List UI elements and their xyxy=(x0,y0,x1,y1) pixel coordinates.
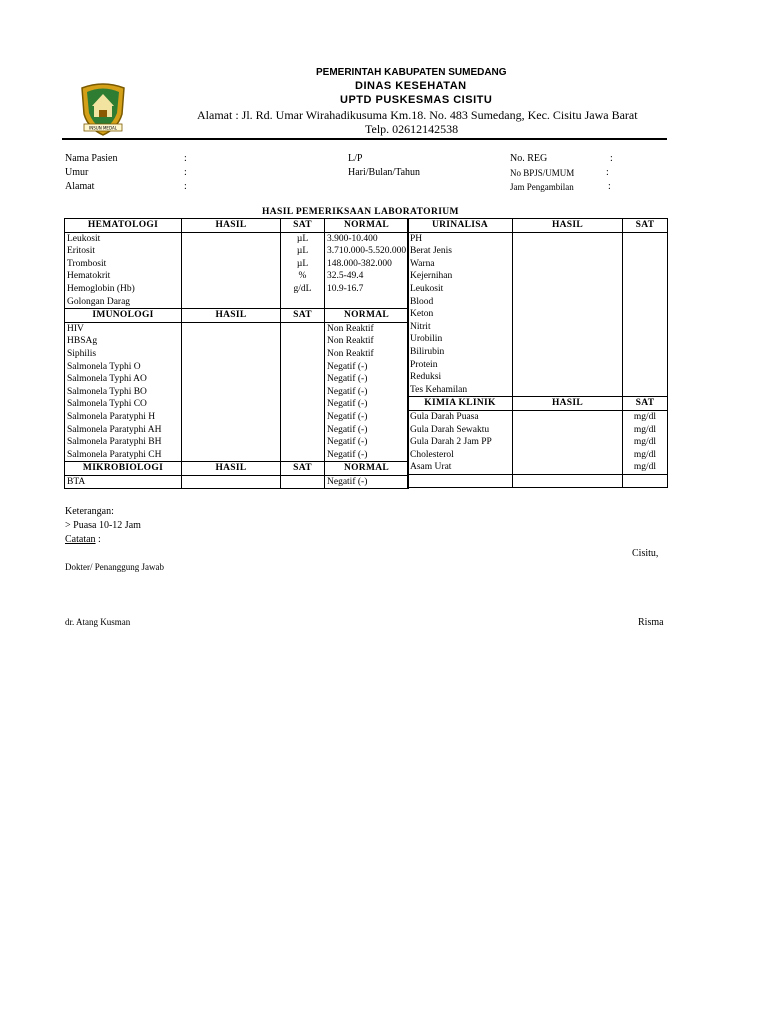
test-name: BTA xyxy=(65,475,182,489)
normal-cell: Negatif (-) xyxy=(325,361,409,374)
hasil-cell xyxy=(182,296,281,309)
test-name: Trombosit xyxy=(65,258,182,271)
normal-cell: 3.900-10.400 xyxy=(325,232,409,245)
test-name: Urobilin xyxy=(408,333,513,346)
label-jam: Jam Pengambilan xyxy=(510,182,574,192)
column-header-sat: SAT xyxy=(623,397,668,411)
table-row xyxy=(65,232,409,245)
sat-cell: mg/dl xyxy=(623,461,668,474)
header-address: Alamat : Jl. Rd. Umar Wirahadikusuma Km.18. No. 483 Sumedang, Kec. Cisitu Jawa Barat xyxy=(197,108,638,122)
table-row xyxy=(65,373,409,386)
test-name: PH xyxy=(408,232,513,245)
table-row xyxy=(65,296,409,309)
normal-cell: 3.710.000-5.520.000 xyxy=(325,245,409,258)
sat-cell xyxy=(623,296,668,309)
column-header-normal: NORMAL xyxy=(325,219,409,233)
normal-cell: 32.5-49.4 xyxy=(325,270,409,283)
table-row xyxy=(65,475,409,489)
test-name: HBSAg xyxy=(65,335,182,348)
hasil-cell xyxy=(182,335,281,348)
table-row xyxy=(408,258,668,271)
hasil-cell xyxy=(182,258,281,271)
header-line1: PEMERINTAH KABUPATEN SUMEDANG xyxy=(316,67,507,78)
sat-cell xyxy=(281,335,325,348)
table-row xyxy=(65,424,409,437)
hasil-cell xyxy=(182,386,281,399)
table-row xyxy=(65,322,409,335)
colon: : xyxy=(184,167,187,178)
hasil-cell xyxy=(182,270,281,283)
section-title: HEMATOLOGI xyxy=(65,219,182,233)
hasil-cell xyxy=(182,232,281,245)
table-row xyxy=(408,270,668,283)
hasil-cell xyxy=(182,322,281,335)
section-title: URINALISA xyxy=(408,219,513,233)
column-header-sat: SAT xyxy=(623,219,668,233)
column-header-normal: NORMAL xyxy=(325,462,409,476)
header-line2: DINAS KESEHATAN xyxy=(355,80,467,92)
table-row xyxy=(408,474,668,488)
sat-cell xyxy=(623,321,668,334)
header-line3: UPTD PUSKESMAS CISITU xyxy=(340,94,493,106)
colon: : xyxy=(608,181,611,192)
sat-cell xyxy=(623,384,668,397)
hasil-cell xyxy=(513,270,623,283)
hasil-cell xyxy=(182,398,281,411)
place-label: Cisitu, xyxy=(632,548,659,559)
test-name: Hemoglobin (Hb) xyxy=(65,283,182,296)
hasil-cell xyxy=(182,283,281,296)
test-name: Salmonela Paratyphi H xyxy=(65,411,182,424)
section-title: KIMIA KLINIK xyxy=(408,397,513,411)
hasil-cell xyxy=(182,436,281,449)
hasil-cell xyxy=(513,333,623,346)
test-name: Salmonela Paratyphi CH xyxy=(65,449,182,462)
sat-cell xyxy=(623,474,668,488)
table-row xyxy=(65,436,409,449)
hasil-cell xyxy=(513,410,623,423)
hasil-cell xyxy=(513,346,623,359)
test-name: Salmonela Paratyphi BH xyxy=(65,436,182,449)
sat-cell xyxy=(281,436,325,449)
test-name: Siphilis xyxy=(65,348,182,361)
normal-cell: Non Reaktif xyxy=(325,348,409,361)
sat-cell xyxy=(281,398,325,411)
test-name: Keton xyxy=(408,308,513,321)
section-header-row xyxy=(408,219,668,233)
table-row xyxy=(408,346,668,359)
hasil-cell xyxy=(513,308,623,321)
hasil-cell xyxy=(182,449,281,462)
test-name: Protein xyxy=(408,359,513,372)
hasil-cell xyxy=(182,348,281,361)
table-row xyxy=(408,296,668,309)
test-name: Salmonela Typhi O xyxy=(65,361,182,374)
table-row xyxy=(65,283,409,296)
sat-cell xyxy=(623,346,668,359)
sat-cell xyxy=(623,308,668,321)
section-header-row xyxy=(65,309,409,323)
normal-cell: Negatif (-) xyxy=(325,386,409,399)
test-name: Reduksi xyxy=(408,371,513,384)
label-bpjs: No BPJS/UMUM xyxy=(510,168,575,178)
table-row xyxy=(65,361,409,374)
table-row xyxy=(408,461,668,474)
right-results-table xyxy=(407,218,668,488)
sat-cell: µL xyxy=(281,232,325,245)
normal-cell: 148.000-382.000 xyxy=(325,258,409,271)
keterangan-label: Keterangan: xyxy=(65,506,114,517)
test-name: Gula Darah 2 Jam PP xyxy=(408,436,513,449)
table-row xyxy=(408,424,668,437)
test-name: Asam Urat xyxy=(408,461,513,474)
section-header-row xyxy=(65,219,409,233)
sat-cell xyxy=(281,475,325,489)
hasil-cell xyxy=(513,296,623,309)
column-header-hasil: HASIL xyxy=(182,309,281,323)
sat-cell xyxy=(281,386,325,399)
test-name: Blood xyxy=(408,296,513,309)
test-name: Tes Kehamilan xyxy=(408,384,513,397)
table-row xyxy=(408,371,668,384)
hasil-cell xyxy=(513,461,623,474)
colon: : xyxy=(184,153,187,164)
hasil-cell xyxy=(182,411,281,424)
test-name: Gula Darah Puasa xyxy=(408,410,513,423)
table-row xyxy=(65,398,409,411)
sat-cell xyxy=(623,245,668,258)
header-phone: Telp. 02612142538 xyxy=(365,122,459,136)
sat-cell: % xyxy=(281,270,325,283)
sat-cell: µL xyxy=(281,258,325,271)
column-header-hasil: HASIL xyxy=(182,462,281,476)
column-header-hasil: HASIL xyxy=(513,219,623,233)
sat-cell xyxy=(623,270,668,283)
sat-cell xyxy=(623,283,668,296)
dokter-label: Dokter/ Penanggung Jawab xyxy=(65,562,164,572)
test-name: Leukosit xyxy=(408,283,513,296)
hasil-cell xyxy=(513,245,623,258)
hasil-cell xyxy=(182,475,281,489)
test-name: Leukosit xyxy=(65,232,182,245)
catatan-label xyxy=(65,534,101,545)
table-row xyxy=(408,308,668,321)
test-name: Nitrit xyxy=(408,321,513,334)
table-row xyxy=(408,384,668,397)
colon: : xyxy=(184,181,187,192)
sat-cell xyxy=(623,359,668,372)
table-row xyxy=(408,333,668,346)
sat-cell xyxy=(281,348,325,361)
column-header-sat: SAT xyxy=(281,462,325,476)
hasil-cell xyxy=(182,361,281,374)
label-hari: Hari/Bulan/Tahun xyxy=(348,167,421,178)
column-header-sat: SAT xyxy=(281,219,325,233)
header-divider xyxy=(62,138,667,140)
dokter-name: dr. Atang Kusman xyxy=(65,617,131,627)
column-header-hasil: HASIL xyxy=(182,219,281,233)
petugas-name: Risma xyxy=(638,617,664,628)
test-name: Hematokrit xyxy=(65,270,182,283)
table-row xyxy=(65,258,409,271)
sat-cell: g/dL xyxy=(281,283,325,296)
table-row xyxy=(65,270,409,283)
sat-cell: mg/dl xyxy=(623,410,668,423)
test-name: Gula Darah Sewaktu xyxy=(408,424,513,437)
test-name: Salmonela Typhi BO xyxy=(65,386,182,399)
column-header-normal: NORMAL xyxy=(325,309,409,323)
colon: : xyxy=(610,153,613,164)
normal-cell: 10.9-16.7 xyxy=(325,283,409,296)
section-header-row xyxy=(408,397,668,411)
label-alamat: Alamat xyxy=(65,181,95,192)
table-row xyxy=(408,436,668,449)
table-row xyxy=(408,232,668,245)
normal-cell: Non Reaktif xyxy=(325,335,409,348)
hasil-cell xyxy=(513,232,623,245)
sat-cell xyxy=(281,361,325,374)
test-name: Salmonela Typhi AO xyxy=(65,373,182,386)
label-lp: L/P xyxy=(348,153,363,164)
table-row xyxy=(408,449,668,462)
test-name: Salmonela Paratyphi AH xyxy=(65,424,182,437)
sat-cell xyxy=(281,322,325,335)
table-row xyxy=(408,245,668,258)
column-header-sat: SAT xyxy=(281,309,325,323)
sat-cell xyxy=(623,333,668,346)
test-name: Bilirubin xyxy=(408,346,513,359)
test-name: HIV xyxy=(65,322,182,335)
hasil-cell xyxy=(513,258,623,271)
table-row xyxy=(65,348,409,361)
hasil-cell xyxy=(513,449,623,462)
left-results-table xyxy=(64,218,409,489)
section-title: IMUNOLOGI xyxy=(65,309,182,323)
colon: : xyxy=(606,167,609,178)
svg-text:INSUN MEDAL: INSUN MEDAL xyxy=(89,125,117,131)
hasil-cell xyxy=(513,384,623,397)
hasil-cell xyxy=(182,424,281,437)
sat-cell: mg/dl xyxy=(623,436,668,449)
normal-cell: Negatif (-) xyxy=(325,373,409,386)
sat-cell: µL xyxy=(281,245,325,258)
test-name xyxy=(408,474,513,488)
sat-cell xyxy=(281,449,325,462)
sat-cell: mg/dl xyxy=(623,424,668,437)
normal-cell: Negatif (-) xyxy=(325,449,409,462)
sat-cell xyxy=(281,424,325,437)
test-name: Golongan Darag xyxy=(65,296,182,309)
table-row xyxy=(65,449,409,462)
hasil-cell xyxy=(513,283,623,296)
catatan-text: Catatan xyxy=(65,534,96,545)
table-row xyxy=(65,386,409,399)
normal-cell xyxy=(325,296,409,309)
test-name: Berat Jenis xyxy=(408,245,513,258)
test-name: Eritosit xyxy=(65,245,182,258)
test-name: Warna xyxy=(408,258,513,271)
hasil-cell xyxy=(513,474,623,488)
table-row xyxy=(408,283,668,296)
puasa-note: > Puasa 10-12 Jam xyxy=(65,520,141,531)
table-row xyxy=(408,321,668,334)
kabupaten-logo xyxy=(78,80,128,138)
lab-title: HASIL PEMERIKSAAN LABORATORIUM xyxy=(262,207,459,217)
normal-cell: Negatif (-) xyxy=(325,424,409,437)
test-name: Kejernihan xyxy=(408,270,513,283)
section-title: MIKROBIOLOGI xyxy=(65,462,182,476)
table-row xyxy=(65,335,409,348)
normal-cell: Negatif (-) xyxy=(325,411,409,424)
sat-cell xyxy=(281,296,325,309)
sat-cell xyxy=(623,258,668,271)
test-name: Cholesterol xyxy=(408,449,513,462)
normal-cell: Negatif (-) xyxy=(325,398,409,411)
sat-cell xyxy=(623,232,668,245)
sat-cell xyxy=(281,411,325,424)
label-nama-pasien: Nama Pasien xyxy=(65,153,118,164)
hasil-cell xyxy=(513,371,623,384)
column-header-hasil: HASIL xyxy=(513,397,623,411)
table-row xyxy=(65,245,409,258)
sat-cell: mg/dl xyxy=(623,449,668,462)
label-umur: Umur xyxy=(65,167,89,178)
sat-cell xyxy=(623,371,668,384)
label-noreg: No. REG xyxy=(510,153,548,164)
normal-cell: Negatif (-) xyxy=(325,436,409,449)
table-row xyxy=(65,411,409,424)
hasil-cell xyxy=(513,359,623,372)
normal-cell: Negatif (-) xyxy=(325,475,409,489)
hasil-cell xyxy=(513,424,623,437)
table-row xyxy=(408,410,668,423)
hasil-cell xyxy=(182,373,281,386)
hasil-cell xyxy=(182,245,281,258)
sat-cell xyxy=(281,373,325,386)
test-name: Salmonela Typhi CO xyxy=(65,398,182,411)
section-header-row xyxy=(65,462,409,476)
normal-cell: Non Reaktif xyxy=(325,322,409,335)
catatan-colon: : xyxy=(95,534,101,545)
table-row xyxy=(408,359,668,372)
hasil-cell xyxy=(513,321,623,334)
hasil-cell xyxy=(513,436,623,449)
